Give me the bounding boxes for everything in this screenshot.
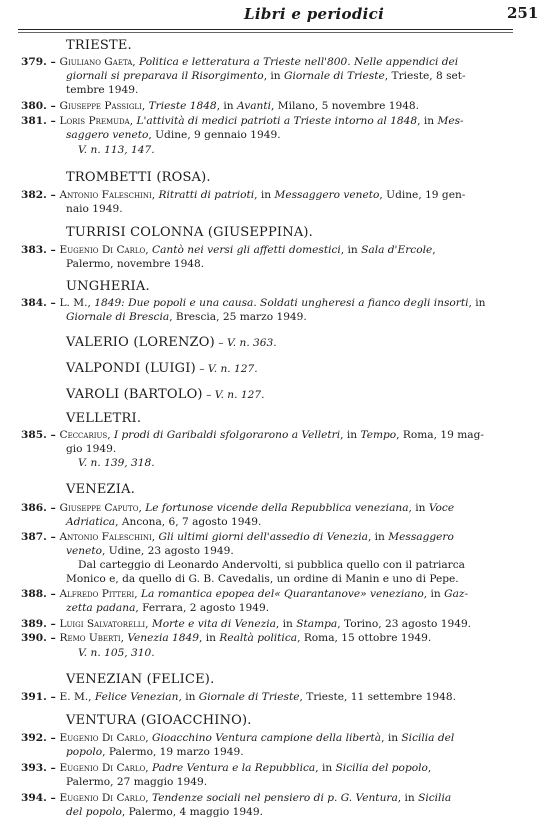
entry-line <box>78 559 465 572</box>
text-run: , Roma, 19 mag- <box>396 429 484 441</box>
italic-text: Gaz- <box>444 588 469 600</box>
italic-text: Giornale di Trieste <box>284 70 385 82</box>
text-run: , in <box>367 531 389 543</box>
section-heading: VALPONDI (LUIGI) <box>66 361 196 376</box>
entry-line <box>66 70 466 83</box>
author-name: Giuseppe Passigli <box>59 100 142 112</box>
text-run: , Ferrara, 2 agosto 1949. <box>135 602 270 614</box>
text-run: , <box>145 732 153 744</box>
text-run: , <box>427 762 432 774</box>
text-run: , Palermo, 4 maggio 1949. <box>121 806 263 818</box>
italic-text: Padre Ventura e la Repubblica <box>152 762 316 774</box>
entry-number: 379. – <box>21 56 60 68</box>
entry-line <box>21 792 451 805</box>
italic-text: Sala d'Ercole <box>361 244 433 256</box>
text-run: , Trieste, 11 settembre 1948. <box>299 691 456 703</box>
text-run: , in <box>216 100 238 112</box>
text-run: E. M., <box>59 691 95 703</box>
text-run: naio 1949. <box>66 203 123 215</box>
italic-text: 1849: Due popoli e una causa. Soldati ungheresi a fianco degli insorti <box>94 297 469 309</box>
text-run: , <box>138 502 146 514</box>
text-run: , Udine, 19 gen- <box>379 189 466 201</box>
italic-text: Tempo <box>360 429 397 441</box>
entry-line <box>21 297 485 310</box>
italic-text: Adriatica <box>66 516 116 528</box>
entry-line <box>21 56 458 69</box>
italic-text: Sicilia del popolo <box>335 762 428 774</box>
entry-line <box>21 244 436 257</box>
text-run: Palermo, 27 maggio 1949. <box>66 776 208 788</box>
entry-line <box>21 588 468 601</box>
entry-number: 386. – <box>21 502 60 514</box>
entry-line <box>78 144 155 157</box>
text-run: , in <box>340 244 362 256</box>
entry-number: 383. – <box>21 244 60 256</box>
italic-text: saggero veneto <box>66 129 149 141</box>
text-run: L. M., <box>59 297 95 309</box>
text-run: , Torino, 23 agosto 1949. <box>337 618 472 630</box>
entry-line <box>78 457 155 470</box>
entry-line <box>66 545 234 558</box>
entry-number: 388. – <box>21 588 60 600</box>
italic-text: V. n. 127. <box>207 363 258 375</box>
text-run: , <box>145 244 153 256</box>
entry-number: 382. – <box>21 189 60 201</box>
entry-line <box>66 573 459 586</box>
italic-text: popolo <box>66 746 103 758</box>
text-run: , in <box>397 792 419 804</box>
text-run: , <box>129 115 137 127</box>
italic-text: Messaggero <box>388 531 454 543</box>
entry-number: 384. – <box>21 297 60 309</box>
text-run: , in <box>340 429 361 441</box>
text-run: , in <box>381 732 402 744</box>
text-run: – <box>202 389 215 401</box>
section-heading: VELLETRI. <box>66 411 142 426</box>
entry-line <box>66 336 277 350</box>
italic-text: Le fortunose vicende della Repubblica veneziana <box>145 502 409 514</box>
entry-number: 380. – <box>21 100 60 112</box>
entry-line <box>66 516 261 529</box>
text-run: , <box>151 531 159 543</box>
italic-text: Tendenze sociali nel pensiero di p. G. Ventura <box>152 792 398 804</box>
entry-line <box>21 732 454 745</box>
entry-line <box>21 632 431 645</box>
italic-text: V. n. 105, 310. <box>78 647 155 659</box>
italic-text: Gioacchino Ventura campione della libertà <box>152 732 382 744</box>
author-name: Remo Uberti <box>59 632 121 644</box>
italic-text: V. n. 113, 147. <box>78 144 155 156</box>
text-run: , <box>432 244 436 256</box>
italic-text: L'attività di medici patrioti a Trieste intorno al 1848 <box>136 115 418 127</box>
text-run: , <box>145 618 152 630</box>
entry-line <box>21 189 465 202</box>
italic-text: Gli ultimi giorni dell'assedio di Venezia <box>158 531 368 543</box>
italic-text: Realtà politica <box>219 632 298 644</box>
entry-number: 392. – <box>21 732 60 744</box>
italic-text: Mes- <box>437 115 464 127</box>
text-run: , in <box>254 189 275 201</box>
entry-line <box>66 602 269 615</box>
text-run: Palermo, novembre 1948. <box>66 258 205 270</box>
italic-text: Ritratti di patrioti <box>158 189 255 201</box>
text-run: – <box>195 363 208 375</box>
entry-number: 387. – <box>21 531 60 543</box>
entry-line <box>21 429 484 442</box>
entry-number: 394. – <box>21 792 60 804</box>
author-name: Alfredo Pitteri <box>59 588 135 600</box>
entry-line <box>66 84 138 97</box>
italic-text: giornali si preparava il Risorgimento <box>66 70 264 82</box>
entry-line <box>66 258 204 271</box>
text-run: , in <box>275 618 297 630</box>
text-run: , Udine, 9 gennaio 1949. <box>148 129 281 141</box>
text-run: , in <box>199 632 220 644</box>
author-name: Giuliano Gaeta <box>59 56 133 68</box>
text-run: , in <box>263 70 285 82</box>
entry-line <box>21 531 454 544</box>
text-run: , Brescia, 25 marzo 1949. <box>169 311 307 323</box>
italic-text: La romantica epopea del« Quarantanove» veneziano <box>141 588 424 600</box>
author-name: Eugenio Di Carlo <box>59 732 146 744</box>
italic-text: Messaggero veneto <box>274 189 380 201</box>
entry-line <box>66 443 116 456</box>
author-name: Luigi Salvatorelli <box>59 618 146 630</box>
entry-line <box>66 388 264 402</box>
italic-text: Venezia 1849 <box>127 632 200 644</box>
text-run: – <box>214 337 227 349</box>
author-name: Eugenio Di Carlo <box>59 792 146 804</box>
entry-line <box>78 647 155 660</box>
italic-text: Sicilia <box>418 792 452 804</box>
author-name: Eugenio Di Carlo <box>59 762 146 774</box>
author-name: Antonio Faleschini <box>59 189 152 201</box>
entry-number: 389. – <box>21 618 60 630</box>
text-run: , in <box>468 297 486 309</box>
author-name: Ceccarius <box>59 429 108 441</box>
italic-text: Voce <box>428 502 455 514</box>
text-run: , Palermo, 19 marzo 1949. <box>102 746 244 758</box>
text-run: , <box>120 632 128 644</box>
italic-text: Stampa <box>296 618 338 630</box>
text-run: Dal carteggio di Leonardo Andervolti, si pubblica quello con il patriarca <box>78 559 465 571</box>
entry-number: 393. – <box>21 762 60 774</box>
italic-text: Morte e vita di Venezia <box>151 618 276 630</box>
italic-text: Felice Venezian <box>94 691 179 703</box>
author-name: Antonio Faleschini <box>59 531 152 543</box>
text-run: , Trieste, 8 set- <box>384 70 466 82</box>
italic-text: Politica e letteratura a Trieste nell'800. Nelle appendici dei <box>139 56 459 68</box>
italic-text: I prodi di Garibaldi sfolgorarono a Velletri <box>113 429 341 441</box>
section-heading: TRIESTE. <box>66 38 132 53</box>
header-rule <box>18 29 513 30</box>
italic-text: Avanti <box>237 100 272 112</box>
entry-number: 390. – <box>21 632 60 644</box>
text-run: , Milano, 5 novembre 1948. <box>271 100 420 112</box>
text-run: , <box>151 189 159 201</box>
text-run: gio 1949. <box>66 443 117 455</box>
entry-line <box>66 362 258 376</box>
section-heading: VAROLI (BARTOLO) <box>66 387 203 402</box>
text-run: , Roma, 15 ottobre 1949. <box>297 632 432 644</box>
text-run: , <box>107 429 114 441</box>
entry-line <box>21 691 456 704</box>
text-run: , in <box>423 588 445 600</box>
entry-line <box>21 100 419 113</box>
entry-line <box>21 115 464 128</box>
text-run: tembre 1949. <box>66 84 139 96</box>
section-heading: VENEZIAN (FELICE). <box>66 672 215 687</box>
text-run: , <box>132 56 140 68</box>
author-name: Loris Premuda <box>59 115 130 127</box>
text-run: , in <box>417 115 438 127</box>
italic-text: V. n. 127. <box>214 389 265 401</box>
text-run: , Udine, 23 agosto 1949. <box>101 545 234 557</box>
page-number: 251 <box>507 4 539 22</box>
italic-text: V. n. 363. <box>226 337 277 349</box>
text-run: , Ancona, 6, 7 agosto 1949. <box>115 516 262 528</box>
italic-text: Giornale di Brescia <box>66 311 170 323</box>
section-heading: VENTURA (GIOACCHINO). <box>66 713 252 728</box>
entry-line <box>21 618 471 631</box>
entry-line <box>66 203 123 216</box>
section-heading: TROMBETTI (ROSA). <box>66 170 211 185</box>
section-heading: TURRISI COLONNA (GIUSEPPINA). <box>66 225 314 240</box>
text-run: , <box>145 762 153 774</box>
section-heading: VENEZIA. <box>66 482 136 497</box>
text-run: Monico e, da quello di G. B. Cavedalis, un ordine di Manin e uno di Pepe. <box>66 573 459 585</box>
italic-text: zetta padana <box>66 602 136 614</box>
entry-line <box>66 311 307 324</box>
entry-line <box>21 502 454 515</box>
text-run: , <box>145 792 153 804</box>
italic-text: veneto <box>66 545 102 557</box>
header-rule-thin <box>18 32 513 33</box>
entry-line <box>66 129 281 142</box>
italic-text: del popolo <box>66 806 122 818</box>
entry-line <box>66 746 244 759</box>
entry-line <box>21 762 431 775</box>
entry-line <box>66 776 207 789</box>
entry-number: 381. – <box>21 115 60 127</box>
italic-text: Giornale di Trieste <box>198 691 300 703</box>
text-run: , <box>141 100 149 112</box>
text-run: , in <box>178 691 199 703</box>
text-run: , in <box>315 762 336 774</box>
italic-text: V. n. 139, 318. <box>78 457 155 469</box>
entry-number: 391. – <box>21 691 60 703</box>
running-title: Libri e periodici <box>244 5 385 23</box>
text-run: , <box>134 588 141 600</box>
italic-text: Sicilia del <box>401 732 455 744</box>
author-name: Eugenio Di Carlo <box>59 244 146 256</box>
entry-line <box>66 806 263 819</box>
text-run: , in <box>408 502 429 514</box>
italic-text: Trieste 1848 <box>148 100 217 112</box>
section-heading: VALERIO (LORENZO) <box>66 335 215 350</box>
section-heading: UNGHERIA. <box>66 279 150 294</box>
entry-number: 385. – <box>21 429 60 441</box>
italic-text: Cantò nei versi gli affetti domestici <box>152 244 341 256</box>
author-name: Giuseppe Caputo <box>59 502 139 514</box>
